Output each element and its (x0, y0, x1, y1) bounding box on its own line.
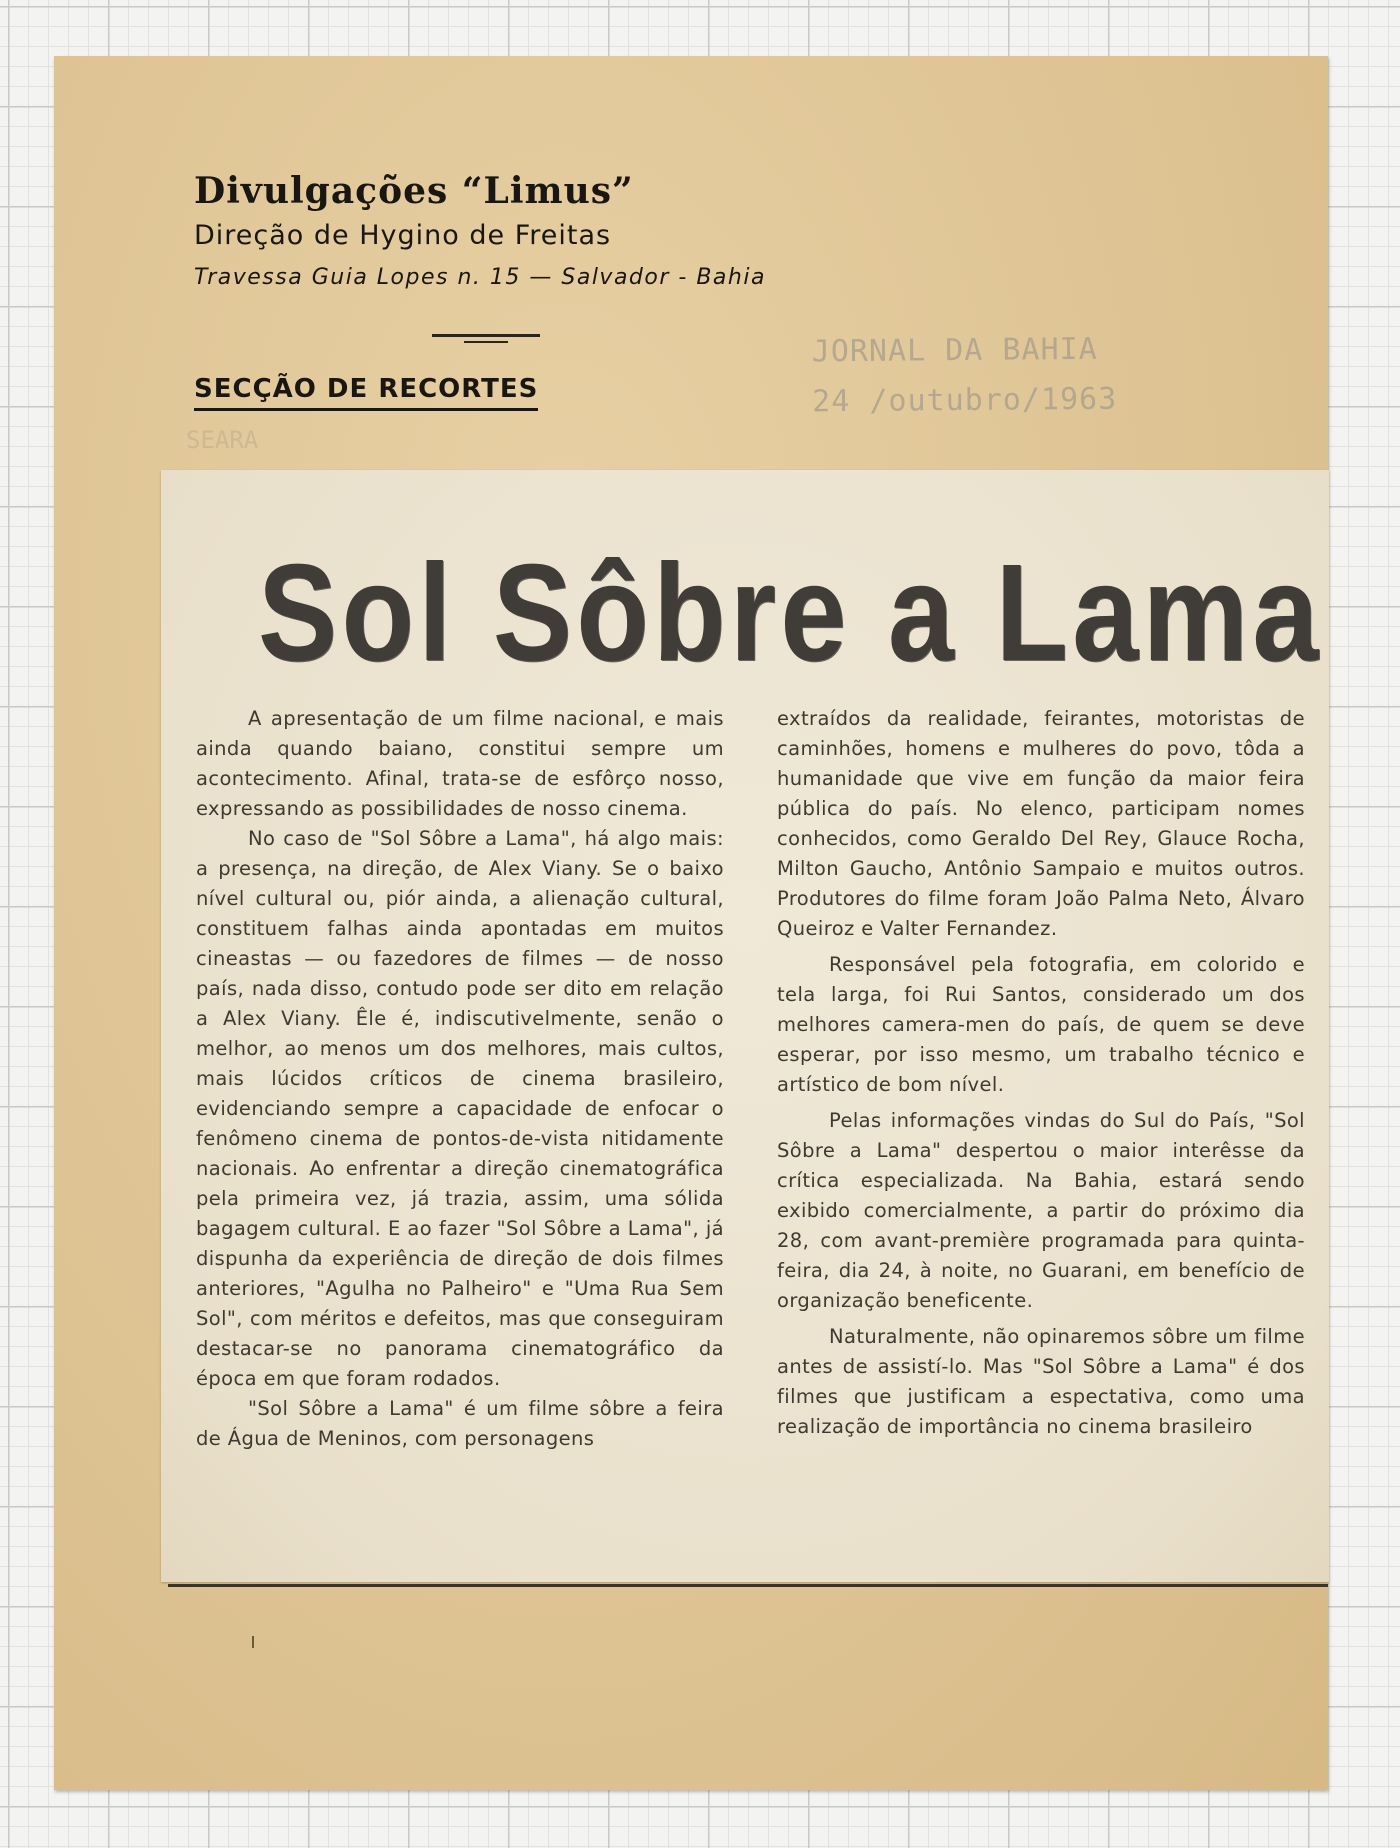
agency-direction: Direção de Hygino de Freitas (194, 220, 612, 251)
article-column-right (777, 704, 1305, 1442)
clipping-edge-line (168, 1584, 1328, 1587)
pencil-mark (252, 1636, 254, 1648)
faded-label: SEARA (186, 426, 259, 454)
source-stamp (812, 325, 1118, 428)
article-column-left (196, 704, 724, 1454)
paragraph: Pelas informações vindas do Sul do País, "Sol Sôbre a Lama" despertou o maior interêsse da crítica especializada. Na Bahia, estará sendo exibido comercialmente, a partir do próximo dia 28, com avant-première programada para quinta-feira, dia 24, à noite, no Guarani, em benefício de organização beneficente. (777, 1109, 1305, 1312)
paragraph: "Sol Sôbre a Lama" é um filme sôbre a feira de Água de Meninos, com personagens (196, 1397, 724, 1450)
agency-address: Travessa Guia Lopes n. 15 — Salvador - Bahia (194, 265, 766, 290)
article-headline: Sol Sôbre a Lama (258, 536, 1323, 690)
agency-name: Divulgações “Limus” (194, 170, 634, 212)
stamp-newspaper: JORNAL DA BAHIA (811, 331, 1098, 370)
letterhead (194, 170, 766, 290)
paragraph: Responsável pela fotografia, em colorido e tela larga, foi Rui Santos, considerado um dos melhores camera-men do país, de quem se deve esperar, por isso mesmo, um trabalho técnico e artístico de bom nível. (777, 953, 1305, 1096)
section-title: SECÇÃO DE RECORTES (194, 374, 538, 411)
paragraph: Naturalmente, não opinaremos sôbre um filme antes de assistí-lo. Mas "Sol Sôbre a Lama" é dos filmes que justificam a espectativa, como uma realização de importância no cinema brasileiro (777, 1325, 1305, 1438)
letterhead-rule (432, 334, 540, 337)
paragraph: No caso de "Sol Sôbre a Lama", há algo mais: a presença, na direção, de Alex Viany. Se o baixo nível cultural ou, piór ainda, a alienação cultural, constituem falhas ainda apontadas em muitos cineastas — ou fazedores de filmes — de nosso país, nada disso, contudo pode ser dito em relação a Alex Viany. Êle é, indiscutivelmente, senão o melhor, ao menos um dos melhores, mais cultos, mais lúcidos críticos de cinema brasileiro, evidenciando sempre a capacidade de enfocar o fenômeno cinema de pontos-de-vista nitidamente nacionais. Ao enfrentar a direção cinematográfica pela primeira vez, já trazia, assim, uma sólida bagagem cultural. E ao fazer "Sol Sôbre a Lama", já dispunha da experiência de direção de dois filmes anteriores, "Agulha no Palheiro" e "Uma Rua Sem Sol", com méritos e defeitos, mas que conseguiram destacar-se no panorama cinematográfico da época em que foram rodados. (196, 827, 724, 1390)
paragraph: extraídos da realidade, feirantes, motoristas de caminhões, homens e mulheres do povo, tôda a humanidade que vive em função da maior feira pública do país. No elenco, participam nomes conhecidos, como Geraldo Del Rey, Glauce Rocha, Milton Gaucho, Antônio Sampaio e muitos outros. Produtores do filme foram João Palma Neto, Álvaro Queiroz e Valter Fernandez. (777, 707, 1305, 940)
stamp-date: 24 /outubro/1963 (812, 381, 1118, 420)
paragraph: A apresentação de um filme nacional, e mais ainda quando baiano, constitui sempre um acontecimento. Afinal, trata-se de esfôrço nosso, expressando as possibilidades de nosso cinema. (196, 707, 724, 820)
